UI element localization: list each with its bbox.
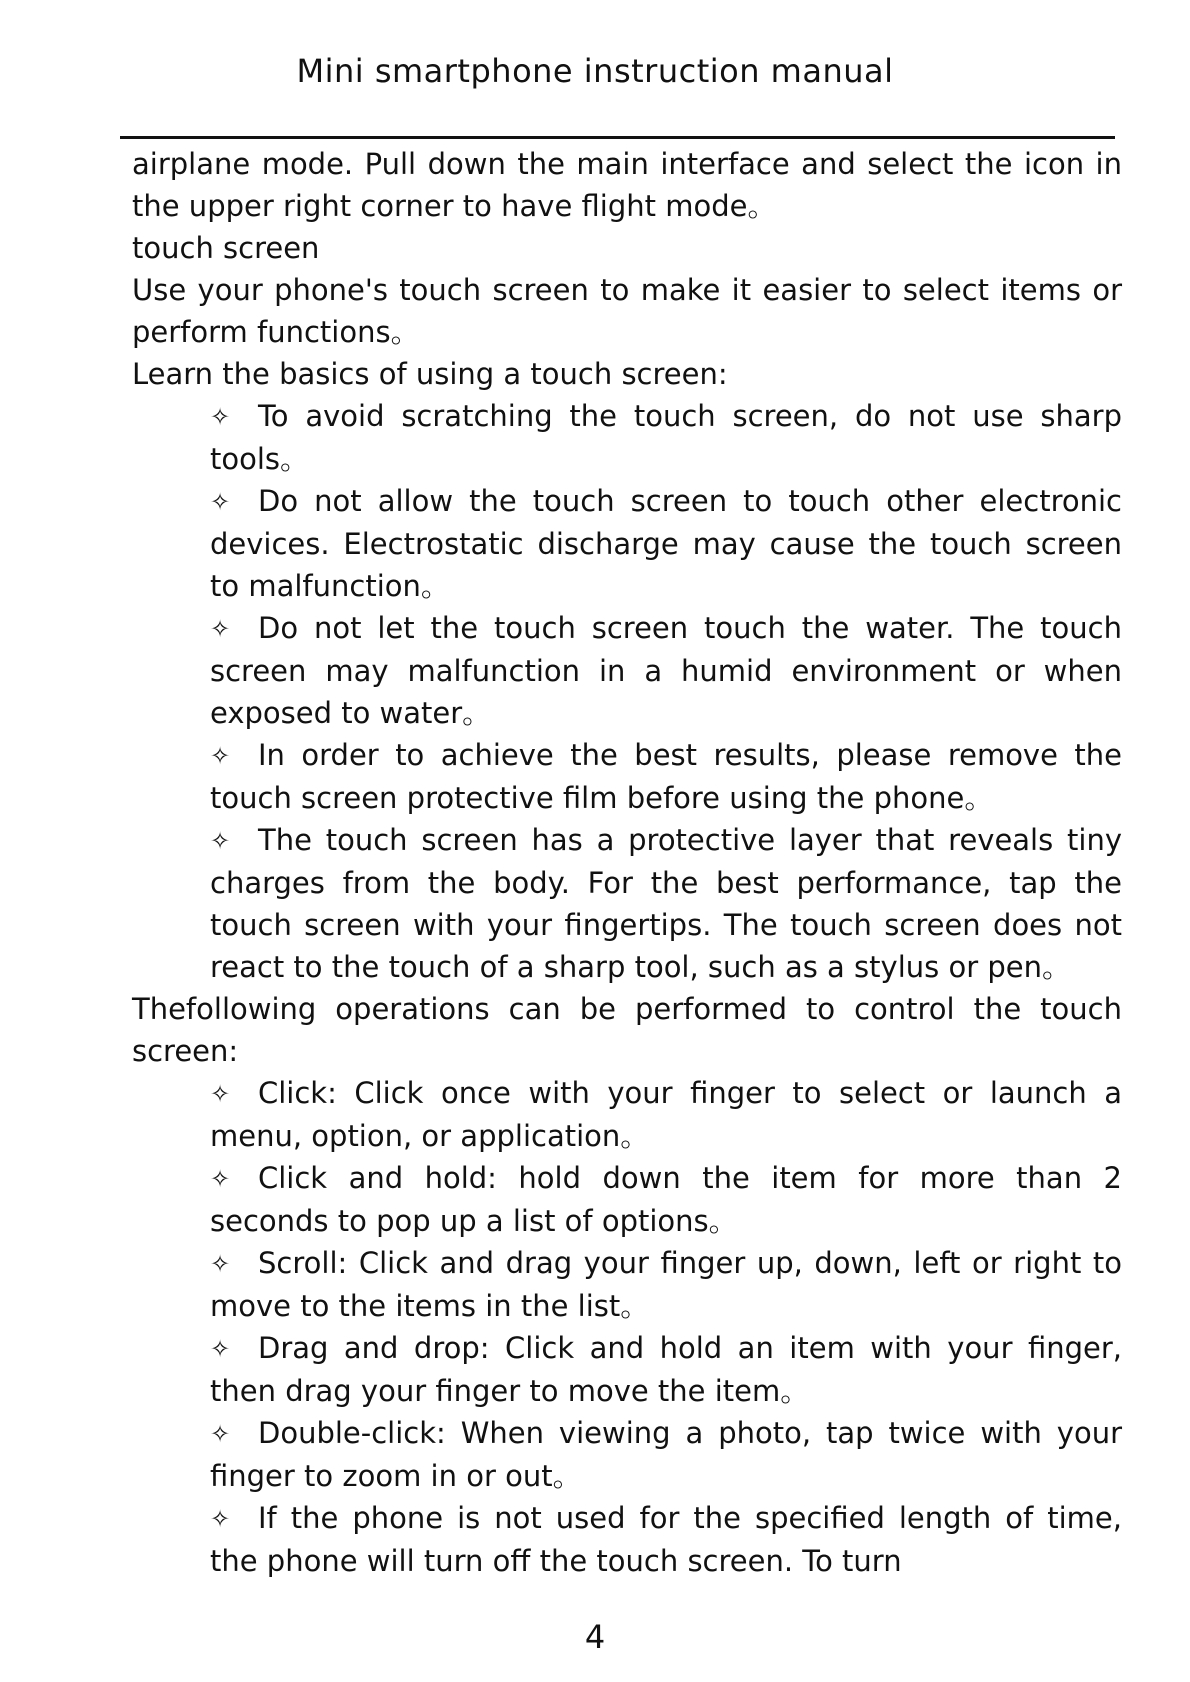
list-item-text: Double-click: When viewing a photo, tap twice with your finger to zoom in or out。 <box>210 1416 1122 1493</box>
list-item <box>210 1497 1122 1582</box>
list-item-text: Click and hold: hold down the item for more than 2 seconds to pop up a list of options。 <box>210 1161 1122 1238</box>
list-item-text: The touch screen has a protective layer that reveals tiny charges from the body. For the best performance, tap the touch screen with your fingertips. The touch screen does not react to the touch of a sharp tool, such as a stylus or pen。 <box>210 823 1122 984</box>
sparkle-bullet-icon: ✧ <box>210 1250 231 1278</box>
list-item <box>210 1072 1122 1157</box>
list-item <box>210 819 1122 988</box>
list-item-text: Do not let the touch screen touch the water. The touch screen may malfunction in a humid environment or when exposed to water。 <box>210 611 1122 730</box>
sparkle-bullet-icon: ✧ <box>210 1080 231 1108</box>
list-item <box>210 1327 1122 1412</box>
page-header-title: Mini smartphone instruction manual <box>296 52 894 90</box>
sparkle-bullet-icon: ✧ <box>210 615 231 643</box>
list-item <box>210 395 1122 480</box>
page-body <box>132 143 1122 1582</box>
list-item <box>210 1157 1122 1242</box>
basics-list <box>132 395 1122 988</box>
list-item-text: In order to achieve the best results, please remove the touch screen protective film before using the phone。 <box>210 738 1122 815</box>
list-item <box>210 607 1122 734</box>
sparkle-bullet-icon: ✧ <box>210 1505 231 1533</box>
sparkle-bullet-icon: ✧ <box>210 403 231 431</box>
sparkle-bullet-icon: ✧ <box>210 1165 231 1193</box>
operations-list <box>132 1072 1122 1582</box>
list-item-text: Click: Click once with your finger to select or launch a menu, option, or application。 <box>210 1076 1122 1153</box>
list-item-text: Scroll: Click and drag your finger up, down, left or right to move to the items in the list。 <box>210 1246 1122 1323</box>
list-item <box>210 734 1122 819</box>
sparkle-bullet-icon: ✧ <box>210 1420 231 1448</box>
sparkle-bullet-icon: ✧ <box>210 742 231 770</box>
paragraph-basics-intro: Learn the basics of using a touch screen: <box>132 357 728 391</box>
list-item <box>210 480 1122 607</box>
list-item-text: Drag and drop: Click and hold an item with your finger, then drag your finger to move the item。 <box>210 1331 1122 1408</box>
sparkle-bullet-icon: ✧ <box>210 488 231 516</box>
paragraph-operations-intro: Thefollowing operations can be performed to control the touch screen: <box>132 992 1122 1068</box>
list-item-text: Do not allow the touch screen to touch other electronic devices. Electrostatic discharge may cause the touch screen to malfunction。 <box>210 484 1122 603</box>
list-item-text: If the phone is not used for the specified length of time, the phone will turn off the touch screen. To turn <box>210 1501 1122 1578</box>
header-divider <box>120 136 1115 139</box>
page-number: 4 <box>584 1618 606 1656</box>
sparkle-bullet-icon: ✧ <box>210 827 231 855</box>
list-item-text: To avoid scratching the touch screen, do not use sharp tools。 <box>210 399 1122 476</box>
paragraph-airplane-mode: airplane mode. Pull down the main interface and select the icon in the upper right corner to have flight mode。 <box>132 147 1122 223</box>
sparkle-bullet-icon: ✧ <box>210 1335 231 1363</box>
section-heading-touch-screen: touch screen <box>132 231 320 265</box>
list-item <box>210 1242 1122 1327</box>
paragraph-touch-screen-description: Use your phone's touch screen to make it easier to select items or perform functions。 <box>132 273 1122 349</box>
list-item <box>210 1412 1122 1497</box>
